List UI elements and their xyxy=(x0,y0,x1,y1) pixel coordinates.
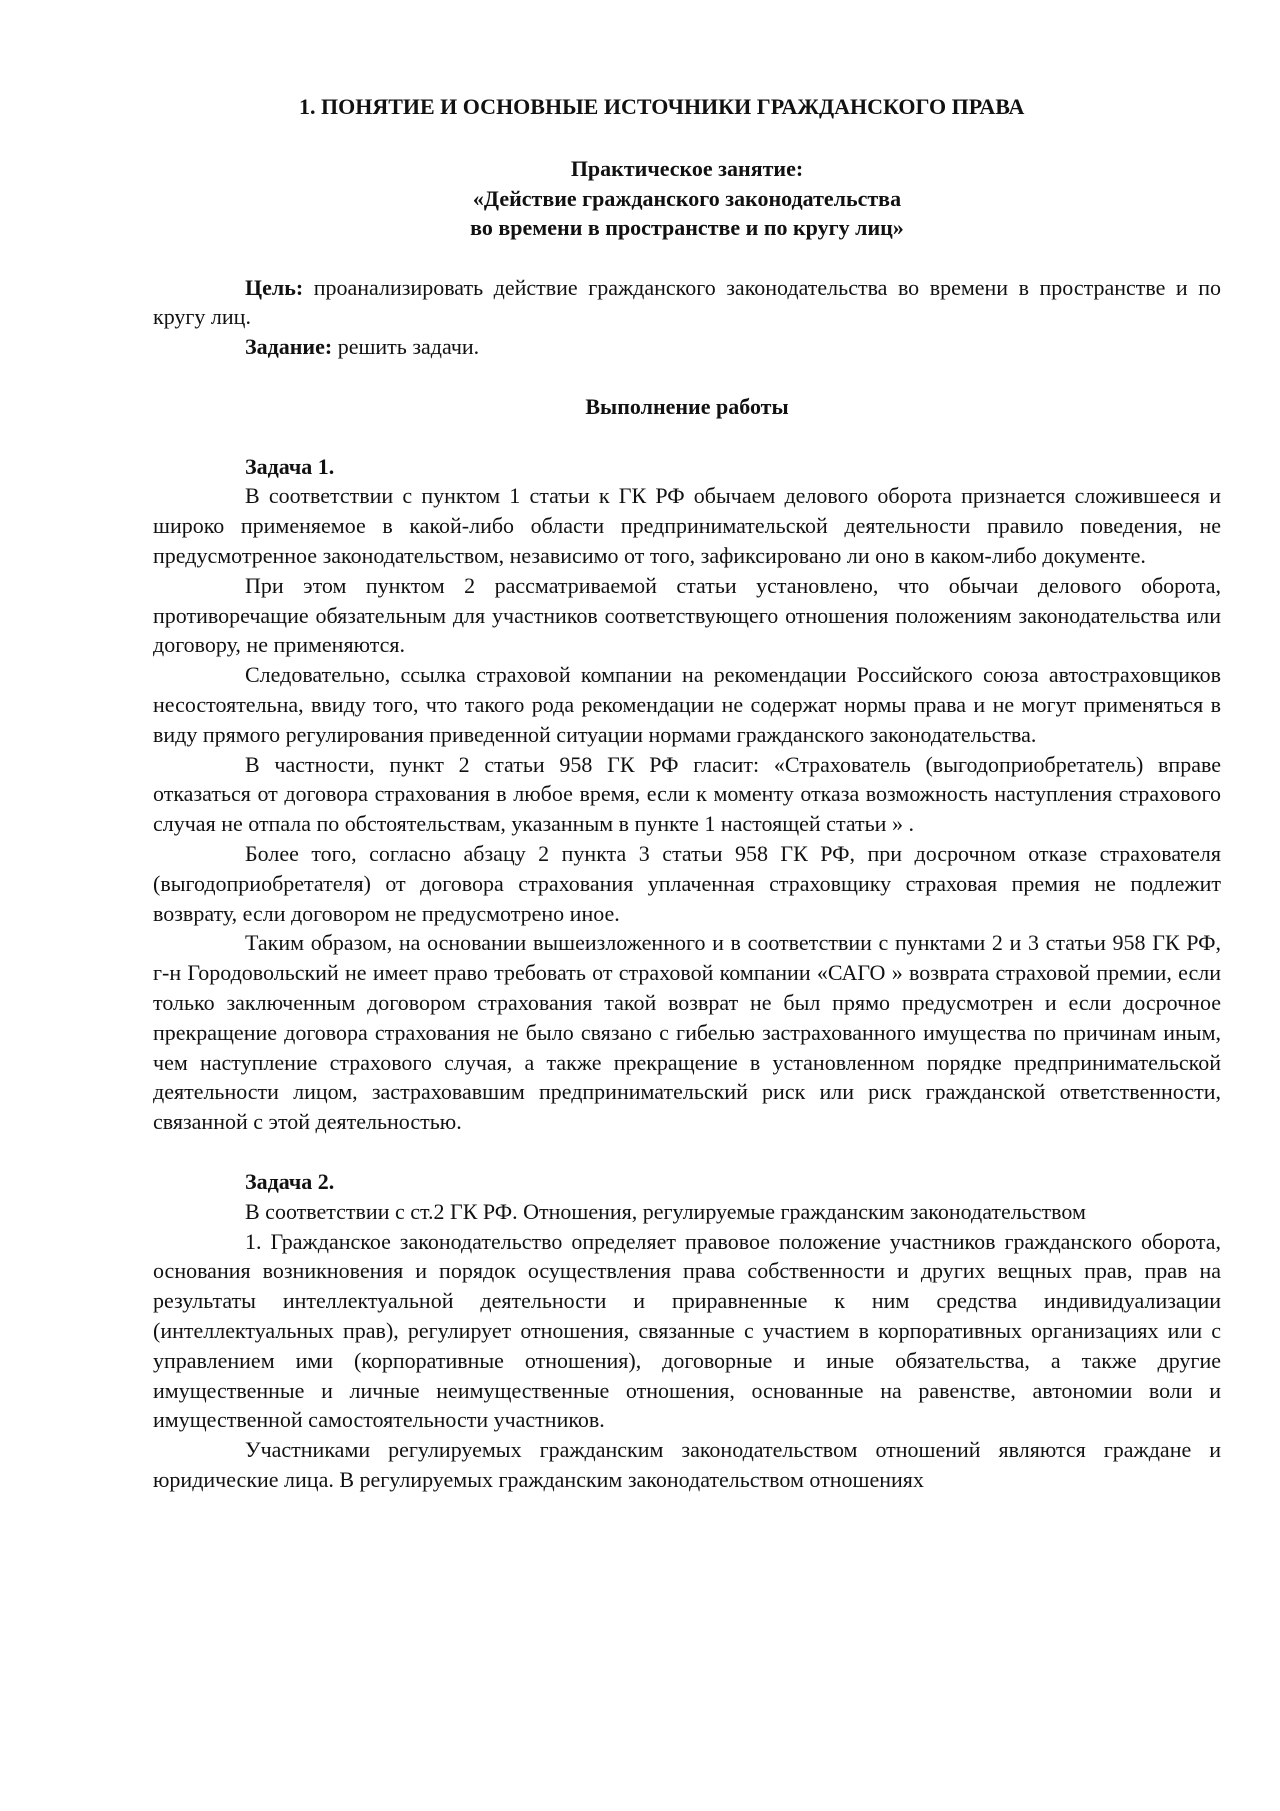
subtitle-line-3: во времени в пространстве и по кругу лиц» xyxy=(470,215,904,240)
spacer xyxy=(153,1137,1221,1167)
problem-2-paragraph: Участниками регулируемых гражданским законодательством отношений являются граждане и юридические лица. В регулируемых гражданским законодательством отношениях xyxy=(153,1437,1221,1492)
goal-label: Цель: xyxy=(245,274,304,300)
task-label: Задание: xyxy=(245,334,333,360)
goal-text: проанализировать действие гражданского законодательства во времени в пространстве и по кругу лиц. xyxy=(153,274,1221,330)
problem-1-paragraph: В частности, пункт 2 статьи 958 ГК РФ гласит: «Страхователь (выгодоприобретатель) вправе отказаться от договора страхования в любое время, если к моменту отказа возможность наступления страхового случая не отпала по обстоятельствам, указанным в пункте 1 настоящей статьи » . xyxy=(153,751,1221,837)
problem-1-paragraph: Таким образом, на основании вышеизложенного и в соответствии с пунктами 2 и 3 статьи 958 ГК РФ, г-н Городовольский не имеет право требовать от страховой компании «САГО » возврата страховой премии, если только заключенным договором страхования такой возврат не был прямо предусмотрен и если досрочное прекращение договора страхования не было связано с гибелью застрахованного имущества по причинам иным, чем наступление страхового случая, а также прекращение в установленном порядке предпринимательской деятельности лицом, застраховавшим предпринимательский риск или риск гражданской ответственности, связанной с этой деятельностью. xyxy=(153,930,1221,1135)
task-paragraph xyxy=(153,332,1221,362)
problem-1-paragraph: При этом пунктом 2 рассматриваемой статьи установлено, что обычаи делового оборота, противоречащие обязательным для участников соответствующего отношения положениям законодательства или договору, не применяются. xyxy=(153,572,1221,658)
subtitle-line-1: Практическое занятие: xyxy=(570,156,804,181)
spacer xyxy=(153,243,1221,273)
problem-2-heading: Задача 2. xyxy=(245,1169,335,1195)
task-text: решить задачи. xyxy=(332,334,480,360)
spacer xyxy=(153,422,1221,452)
document-page xyxy=(153,92,1221,1495)
problem-2-paragraph: 1. Гражданское законодательство определяет правовое положение участников гражданского оборота, основания возникновения и порядок осуществления права собственности и других вещных прав, прав на результаты интеллектуальной деятельности и приравненные к ним средства индивидуализации (интеллектуальных прав), регулирует отношения, связанные с участием в корпоративных организациях или с управлением ими (корпоративные отношения), договорные и иные обязательства, а также другие имущественные и личные неимущественные отношения, основанные на равенстве, автономии воли и имущественной самостоятельности участников. xyxy=(153,1228,1221,1433)
problem-2-paragraph: В соответствии с ст.2 ГК РФ. Отношения, регулируемые гражданским законодательством xyxy=(245,1198,1086,1224)
problem-1-paragraph: В соответствии с пунктом 1 статьи к ГК РФ обычаем делового оборота признается сложившееся и широко применяемое в какой-либо области предпринимательской деятельности правило поведения, не предусмотренное законодательством, независимо от того, зафиксировано ли оно в каком-либо документе. xyxy=(153,483,1221,569)
chapter-title: 1. ПОНЯТИЕ И ОСНОВНЫЕ ИСТОЧНИКИ ГРАЖДАНСКОГО ПРАВА xyxy=(299,94,1025,119)
problem-1-paragraph: Более того, согласно абзацу 2 пункта 3 статьи 958 ГК РФ, при досрочном отказе страхователя (выгодоприобретателя) от договора страхования уплаченная страховщику страховая премия не подлежит возврату, если договором не предусмотрено иное. xyxy=(153,841,1221,926)
subtitle-line-2: «Действие гражданского законодательства xyxy=(472,185,902,211)
goal-paragraph xyxy=(153,273,1221,333)
spacer xyxy=(153,362,1221,392)
section-heading: Выполнение работы xyxy=(585,393,789,419)
problem-1-heading: Задача 1. xyxy=(245,453,335,479)
problem-1-paragraph: Следовательно, ссылка страховой компании на рекомендации Российского союза автостраховщиков несостоятельна, ввиду того, что такого рода рекомендации не содержат нормы права и не могут применяться в виду прямого регулирования приведенной ситуации нормами гражданского законодательства. xyxy=(153,662,1221,747)
